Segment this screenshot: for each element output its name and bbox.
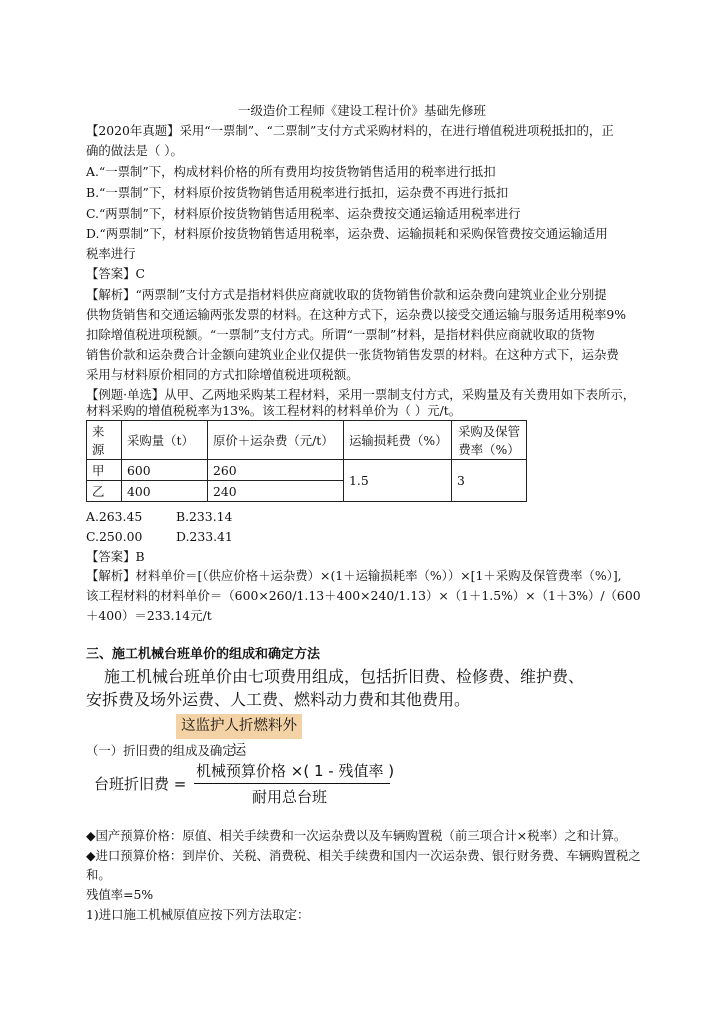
q1-option-d-line1: D.“两票制”下，材料原价按货物销售适用税率，运杂费、运输损耗和采购保管费按交通运输适用 <box>86 226 608 241</box>
bullet-import-price-line1: ◆进口预算价格：到岸价、关税、消费税、相关手续费和国内一次运杂费、银行财务费、车辆购置税之 <box>86 848 641 863</box>
table-cell-source: 乙 <box>87 481 122 502</box>
handwritten-note-line2: 安拆费及场外运费、人工费、燃料动力费和其他费用。 <box>86 690 471 709</box>
table-header-quantity: 采购量（t） <box>122 421 208 460</box>
q2-answer: 【答案】B <box>86 549 145 564</box>
q2-explanation-line2: 该工程材料的材料单价＝（600×260/1.13＋400×240/1.13）×（1＋1.5%）×（1＋3%）/（600 <box>86 588 641 603</box>
q2-stem-line2: 材料采购的增值税税率为13%。该工程材料的材料单价为（ ）元/t。 <box>86 403 462 418</box>
table-header-keep <box>452 421 527 460</box>
table-header-keep-line2: 费率（%） <box>458 442 520 457</box>
table-cell-price: 240 <box>208 481 344 502</box>
q2-option-c: C.250.00 <box>86 529 143 544</box>
depreciation-formula <box>86 760 396 806</box>
q1-answer: 【答案】C <box>86 266 146 281</box>
q2-explanation-line3: ＋400）＝233.14元/t <box>86 608 212 623</box>
q1-explanation-line4: 销售价款和运杂费合计金额向建筑业企业仅提供一张货物销售发票的材料。在这种方式下，运杂费 <box>86 347 619 362</box>
subsection-title: （一）折旧费的组成及确定 <box>86 743 235 758</box>
table-header-row <box>87 421 527 460</box>
table-cell-source: 甲 <box>87 460 122 481</box>
fraction-bar <box>194 783 390 784</box>
table-cell-price: 260 <box>208 460 344 481</box>
table-header-price: 原价＋运杂费（元/t） <box>208 421 344 460</box>
q2-option-d: D.233.41 <box>176 529 233 544</box>
q2-option-b: B.233.14 <box>176 509 233 524</box>
item-1: 1)进口施工机械原值应按下列方法取定： <box>86 907 310 922</box>
handwritten-note-line1: 施工机械台班单价由七项费用组成，包括折旧费、检修费、维护费、 <box>104 667 585 686</box>
table-row <box>87 460 527 481</box>
section-title: 三、施工机械台班单价的组成和确定方法 <box>86 647 321 662</box>
bullet-import-price-line2: 和。 <box>86 867 111 882</box>
formula-denominator: 耐用总台班 <box>252 788 328 806</box>
table-cell-quantity: 400 <box>122 481 208 502</box>
bullet-domestic-price: ◆国产预算价格：原值、相关手续费和一次运杂费以及车辆购置税（前三项合计×税率）之和计算。 <box>86 828 627 843</box>
formula-lhs: 台班折旧费 = <box>94 775 187 793</box>
formula-numerator: 机械预算价格 ×( 1 - 残值率 ) <box>196 762 395 780</box>
table-cell-quantity: 600 <box>122 460 208 481</box>
table-cell-loss: 1.5 <box>344 460 452 502</box>
q1-explanation-line1: 【解析】“两票制”支付方式是指材料供应商就收取的货物销售价款和运杂费向建筑业企业分别提 <box>86 287 607 302</box>
residual-rate: 残值率=5% <box>86 887 154 902</box>
q1-stem-line2: 确的做法是（ ）。 <box>86 143 183 158</box>
q1-option-d-line2: 税率进行 <box>86 246 136 261</box>
q1-option-b: B.“一票制”下，材料原价按货物销售适用税率进行抵扣，运杂费不再进行抵扣 <box>86 185 509 200</box>
table-header-loss: 运输损耗费（%） <box>344 421 452 460</box>
table-header-source: 来源 <box>87 421 122 460</box>
q2-stem-line1: 【例题·单选】从甲、乙两地采购某工程材料，采用一票制支付方式，采购量及有关费用如下表所示， <box>86 387 636 402</box>
q2-option-a: A.263.45 <box>86 509 143 524</box>
q1-explanation-line3: 扣除增值税进项税额。“一票制”支付方式。所谓“一票制”材料，是指材料供应商就收取的货物 <box>86 327 595 342</box>
q1-explanation-line5: 采用与材料原价相同的方式扣除增值税进项税额。 <box>86 367 359 382</box>
q1-option-c: C.“两票制”下，材料原价按货物销售适用税率、运杂费按交通运输适用税率进行 <box>86 206 521 221</box>
page-header: 一级造价工程师《建设工程计价》基础先修班 <box>238 103 486 118</box>
table-header-keep-line1: 采购及保管 <box>458 424 520 439</box>
q1-stem-line1: 【2020年真题】采用“一票制”、“二票制”支付方式采购材料的，在进行增值税进项税抵扣的，正 <box>86 123 614 138</box>
mnemonic-highlight <box>176 714 302 759</box>
mnemonic-text: 这监护人折燃料外运 <box>181 718 297 759</box>
material-table <box>86 420 527 502</box>
q1-option-a: A.“一票制”下，构成材料价格的所有费用均按货物销售适用的税率进行抵扣 <box>86 164 496 179</box>
q2-explanation-line1: 【解析】材料单价＝[（供应价格＋运杂费）×(1＋运输损耗率（%））×[1＋采购及保管费率（%）], <box>86 568 622 583</box>
q1-explanation-line2: 供物货销售和交通运输两张发票的材料。在这种方式下，运杂费以接受交通运输与服务适用税率9% <box>86 307 627 322</box>
table-cell-keep: 3 <box>452 460 527 502</box>
